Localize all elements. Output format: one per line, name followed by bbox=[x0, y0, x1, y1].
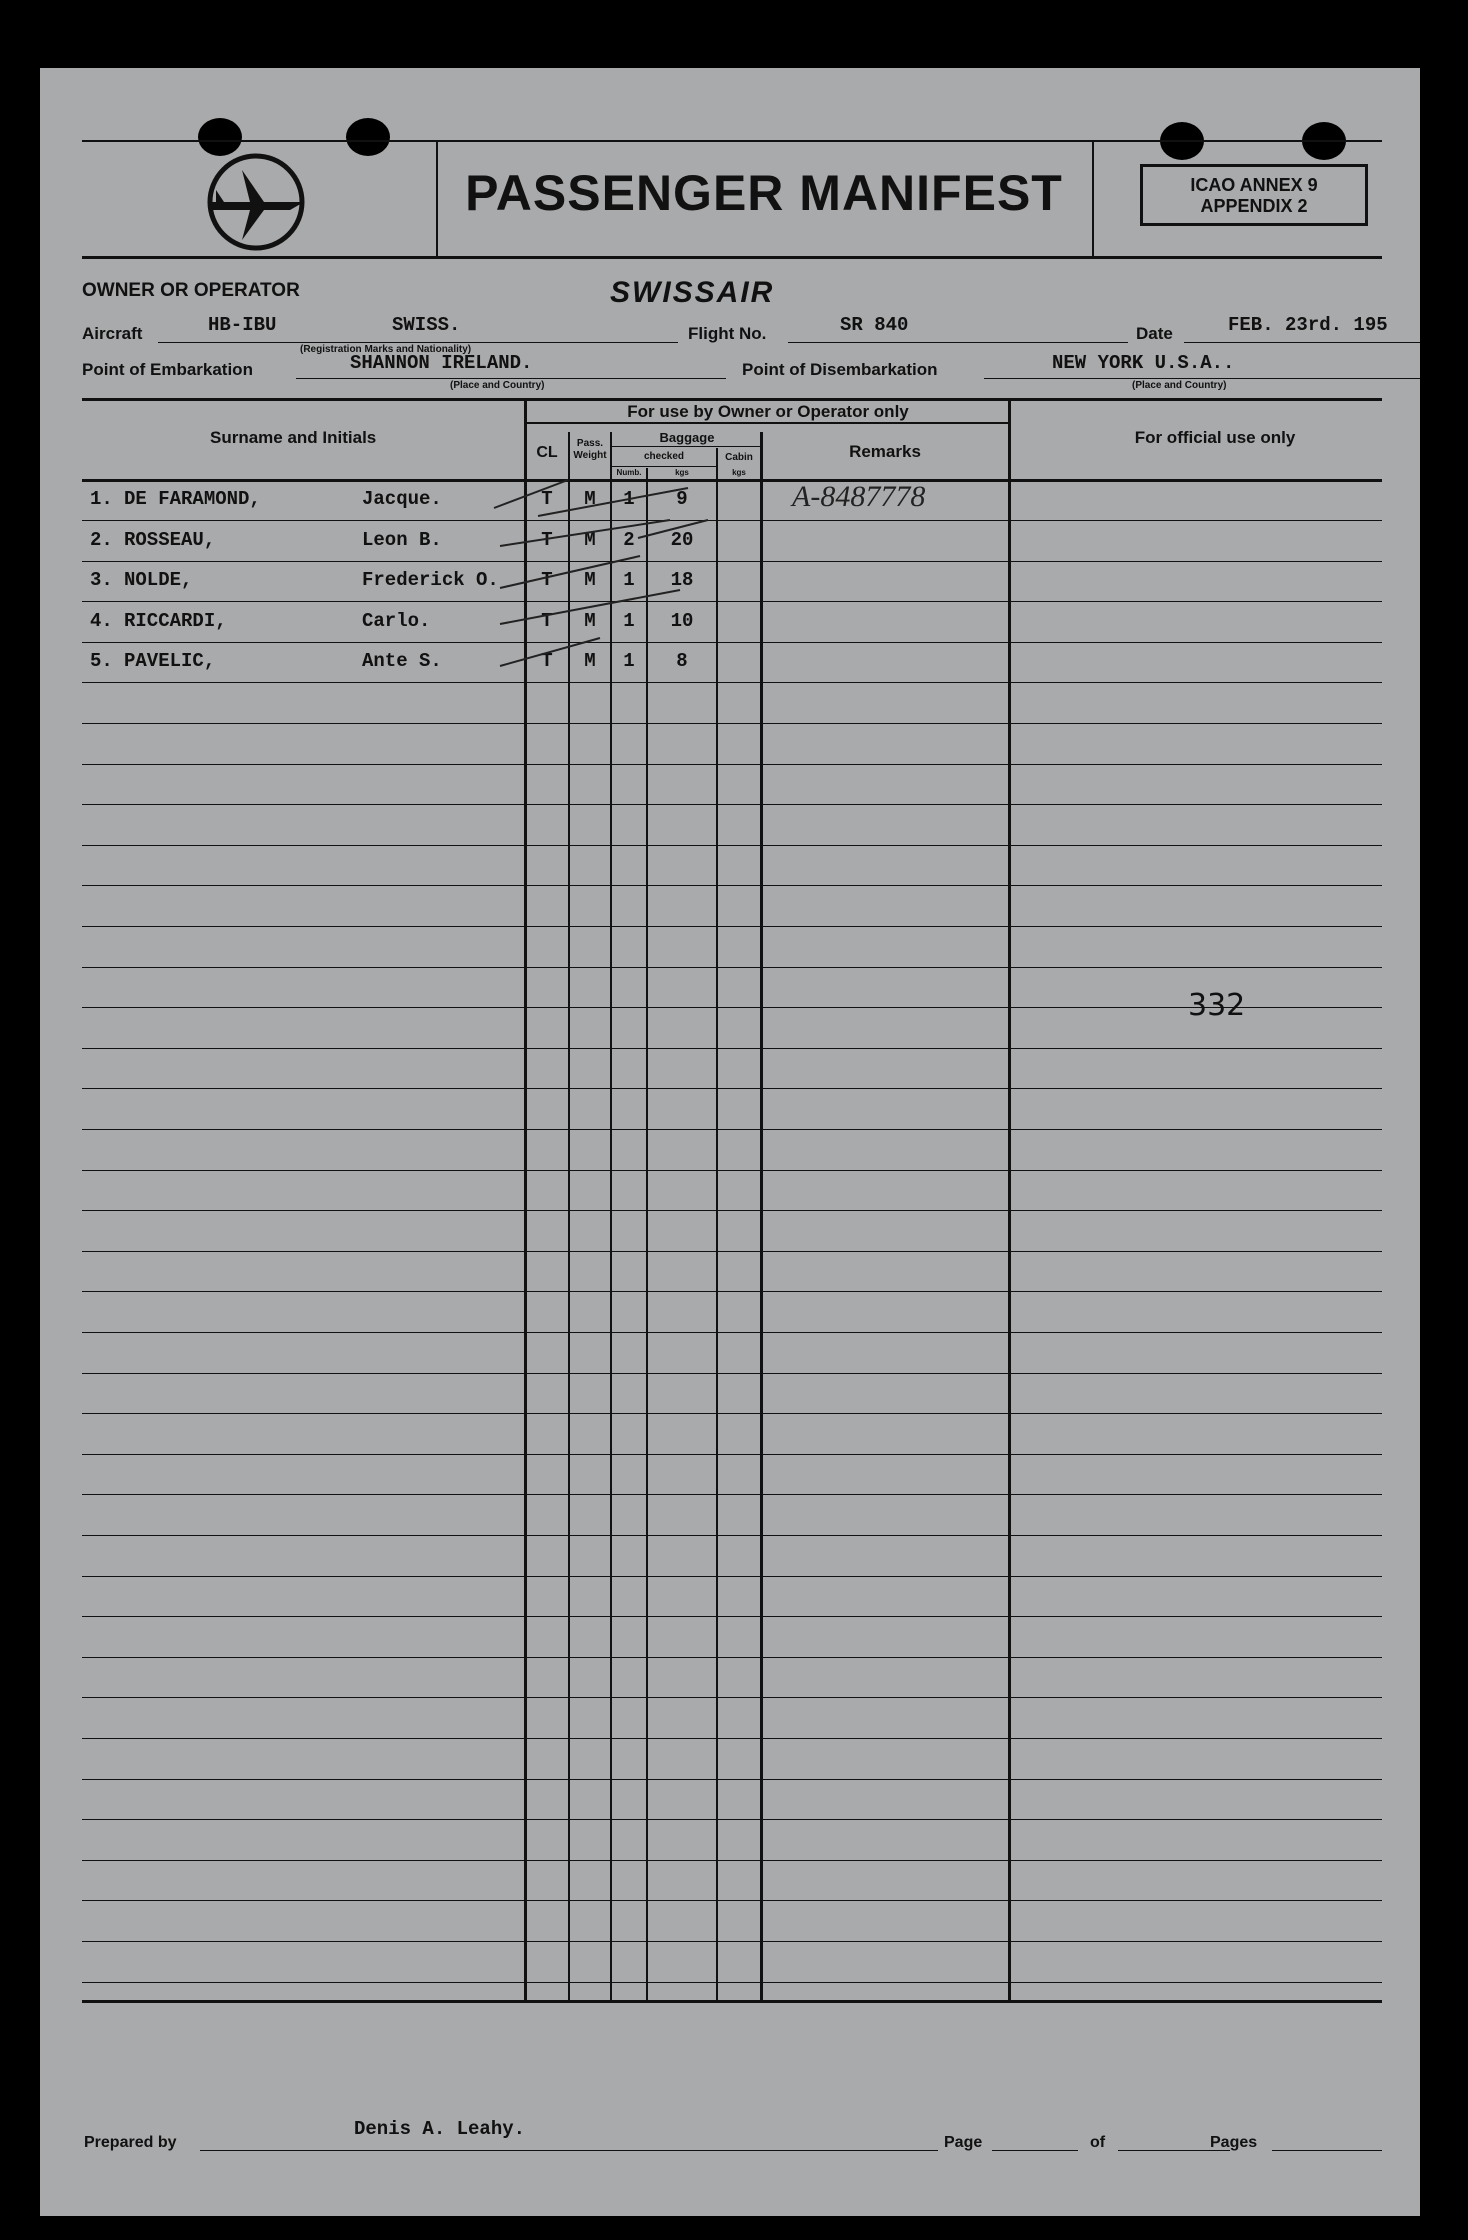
passenger-class: T bbox=[541, 609, 553, 632]
ruled-line bbox=[82, 1616, 1382, 1617]
registration-caption: (Registration Marks and Nationality) bbox=[300, 344, 472, 355]
passenger-number: 4. bbox=[90, 609, 113, 632]
baggage-kgs: 8 bbox=[676, 650, 688, 673]
owner-operator-label: OWNER OR OPERATOR bbox=[82, 280, 300, 301]
of-label: of bbox=[1090, 2134, 1106, 2151]
pages-label: Pages bbox=[1210, 2134, 1258, 2151]
ruled-line bbox=[82, 967, 1382, 968]
passenger-class: T bbox=[541, 528, 553, 551]
prepared-by-label: Prepared by bbox=[84, 2134, 177, 2151]
passenger-weight: M bbox=[584, 528, 596, 551]
operator-name: SWISSAIR bbox=[610, 276, 775, 309]
ruled-line bbox=[82, 1819, 1382, 1820]
aircraft-nationality: SWISS. bbox=[392, 314, 461, 336]
date-label: Date bbox=[1136, 324, 1173, 343]
ruled-line bbox=[82, 1413, 1382, 1414]
ruled-line bbox=[82, 1900, 1382, 1901]
ruled-line bbox=[82, 1454, 1382, 1455]
ruled-line bbox=[82, 1576, 1382, 1577]
baggage-kgs: 20 bbox=[670, 528, 694, 551]
cabin-header: Cabin bbox=[725, 452, 753, 463]
ruled-line bbox=[82, 1129, 1382, 1130]
ruled-line bbox=[82, 1251, 1382, 1252]
passenger-number: 2. bbox=[90, 528, 113, 551]
flight-date: FEB. 23rd. 195 bbox=[1228, 314, 1388, 336]
surname-column-header: Surname and Initials bbox=[210, 428, 377, 447]
owner-use-header: For use by Owner or Operator only bbox=[627, 402, 909, 421]
official-note: 332 bbox=[1188, 988, 1246, 1023]
kgs-header: kgs bbox=[675, 468, 689, 477]
passenger-remarks: A-8487778 bbox=[792, 480, 926, 513]
passenger-weight: M bbox=[584, 609, 596, 632]
ruled-line bbox=[82, 1535, 1382, 1536]
passenger-given-name: Jacque. bbox=[362, 488, 442, 510]
ruled-line bbox=[82, 1494, 1382, 1495]
ruled-line bbox=[82, 1738, 1382, 1739]
baggage-count: 1 bbox=[623, 650, 635, 673]
passenger-given-name: Frederick O. bbox=[362, 569, 499, 592]
ruled-line bbox=[82, 845, 1382, 846]
passenger-given-name: Leon B. bbox=[362, 528, 442, 551]
annex-line-2: APPENDIX 2 bbox=[1200, 196, 1308, 216]
baggage-count: 1 bbox=[623, 569, 635, 592]
ruled-line bbox=[82, 1982, 1382, 1983]
passenger-weight: M bbox=[584, 650, 596, 673]
page-label: Page bbox=[944, 2134, 983, 2151]
manifest-sheet bbox=[40, 68, 1420, 2216]
ruled-line bbox=[82, 1007, 1382, 1008]
passenger-given-name: Carlo. bbox=[362, 609, 431, 632]
flight-number-label: Flight No. bbox=[688, 324, 767, 343]
passenger-surname: RICCARDI, bbox=[124, 609, 227, 632]
annex-line-1: ICAO ANNEX 9 bbox=[1190, 175, 1318, 195]
embarkation-caption: (Place and Country) bbox=[450, 380, 545, 391]
embarkation-label: Point of Embarkation bbox=[82, 360, 253, 379]
ruled-line bbox=[82, 1170, 1382, 1171]
passenger-surname: DE FARAMOND, bbox=[124, 488, 261, 510]
embarkation-value: SHANNON IRELAND. bbox=[350, 352, 533, 374]
ruled-line bbox=[82, 1657, 1382, 1658]
ruled-line bbox=[82, 1048, 1382, 1049]
ruled-line bbox=[82, 1697, 1382, 1698]
ruled-line bbox=[82, 1941, 1382, 1942]
passenger-class: T bbox=[541, 569, 553, 592]
ruled-line bbox=[82, 1373, 1382, 1374]
ruled-line bbox=[82, 885, 1382, 886]
baggage-header: Baggage bbox=[659, 430, 715, 445]
disembarkation-caption: (Place and Country) bbox=[1132, 380, 1227, 391]
baggage-kgs: 18 bbox=[670, 569, 694, 592]
prepared-by-value: Denis A. Leahy. bbox=[354, 2118, 526, 2140]
passenger-class: T bbox=[541, 488, 553, 510]
disembarkation-value: NEW YORK U.S.A.. bbox=[1052, 352, 1235, 374]
passenger-surname: PAVELIC, bbox=[124, 650, 216, 673]
page-title: PASSENGER MANIFEST bbox=[465, 165, 1063, 221]
ruled-line bbox=[82, 1291, 1382, 1292]
class-column-header: CL bbox=[536, 444, 558, 461]
check-marks bbox=[40, 68, 1420, 788]
baggage-count: 1 bbox=[623, 609, 635, 632]
numb-header: Numb. bbox=[616, 468, 642, 477]
passenger-surname: NOLDE, bbox=[124, 569, 193, 592]
baggage-kgs: 10 bbox=[670, 609, 694, 632]
ruled-line bbox=[82, 804, 1382, 805]
remarks-header: Remarks bbox=[849, 442, 921, 461]
cabin-kgs-header: kgs bbox=[732, 468, 746, 477]
disembarkation-label: Point of Disembarkation bbox=[742, 360, 938, 379]
baggage-count: 1 bbox=[623, 488, 635, 510]
passenger-given-name: Ante S. bbox=[362, 650, 442, 673]
passenger-weight: M bbox=[584, 488, 596, 510]
ruled-line bbox=[82, 1332, 1382, 1333]
aircraft-label: Aircraft bbox=[82, 324, 143, 343]
baggage-kgs: 9 bbox=[676, 488, 688, 510]
pass-weight-header-1: Pass. bbox=[576, 438, 604, 449]
flight-number: SR 840 bbox=[840, 314, 909, 336]
ruled-line bbox=[82, 926, 1382, 927]
aircraft-registration: HB-IBU bbox=[208, 314, 277, 336]
passenger-class: T bbox=[541, 650, 553, 673]
baggage-count: 2 bbox=[623, 528, 635, 551]
passenger-number: 5. bbox=[90, 650, 113, 673]
ruled-line bbox=[82, 1779, 1382, 1780]
passenger-weight: M bbox=[584, 569, 596, 592]
pass-weight-header-2: Weight bbox=[573, 450, 607, 461]
official-use-header: For official use only bbox=[1134, 428, 1296, 447]
checked-header: checked bbox=[643, 451, 685, 462]
ruled-line bbox=[82, 1860, 1382, 1861]
passenger-surname: ROSSEAU, bbox=[124, 528, 216, 551]
passenger-number: 1. bbox=[90, 488, 113, 510]
ruled-line bbox=[82, 1210, 1382, 1211]
passenger-number: 3. bbox=[90, 569, 113, 592]
ruled-line bbox=[82, 1088, 1382, 1089]
